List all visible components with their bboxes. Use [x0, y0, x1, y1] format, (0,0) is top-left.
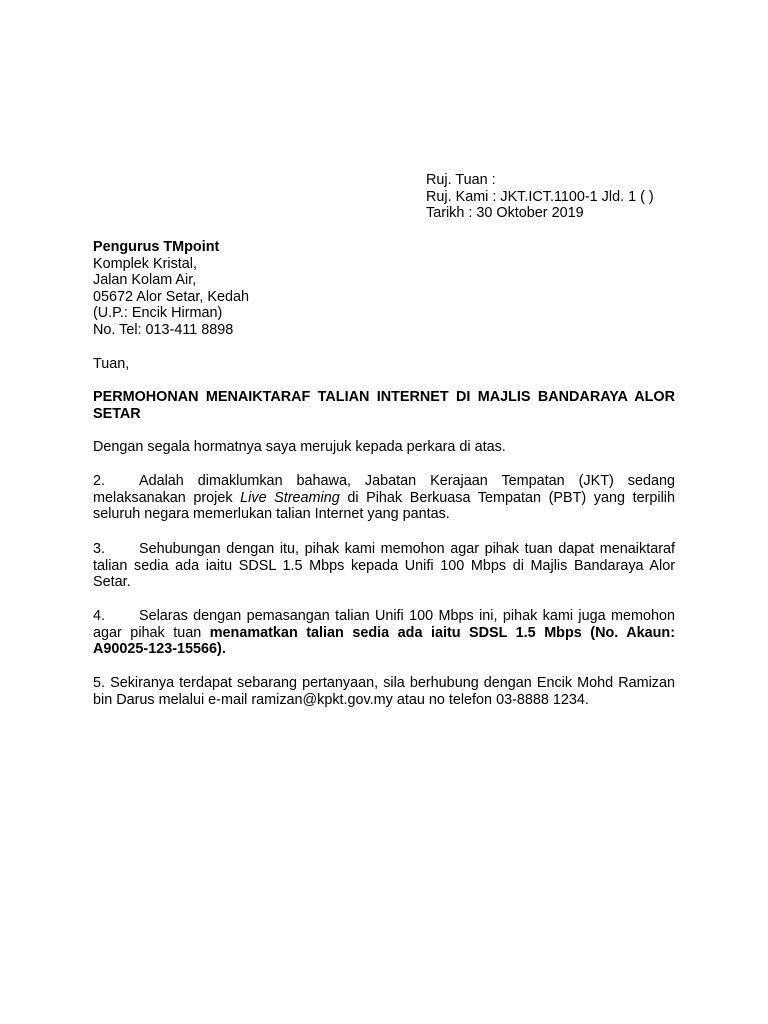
ruj-tuan: Ruj. Tuan : — [426, 172, 496, 188]
recipient-name: Pengurus TMpoint — [93, 239, 220, 255]
paragraph-2 — [93, 473, 675, 523]
paragraph-number: 5. — [93, 675, 106, 691]
intro-paragraph: Dengan segala hormatnya saya merujuk kepada perkara di atas. — [93, 439, 506, 455]
paragraph-number: 3. — [93, 541, 106, 557]
ruj-kami: Ruj. Kami : JKT.ICT.1100-1 Jld. 1 ( ) — [426, 188, 654, 205]
paragraph-5 — [93, 675, 675, 708]
paragraph-number: 4. — [93, 608, 106, 624]
paragraph-text: Adalah dimaklumkan bahawa, Jabatan Kerajaan Tempatan (JKT) sedang melaksanakan projek — [93, 473, 675, 506]
address-line: Komplek Kristal, — [93, 255, 197, 272]
tarikh: Tarikh : 30 Oktober 2019 — [426, 205, 584, 222]
paragraph-number: 2. — [93, 473, 106, 489]
phone-line: No. Tel: 013-411 8898 — [93, 321, 234, 338]
address-line: 05672 Alor Setar, Kedah — [93, 288, 250, 305]
address-line: Jalan Kolam Air, — [93, 272, 197, 289]
reference-block — [426, 172, 746, 222]
paragraph-bold-text: menamatkan talian sedia ada iaitu SDSL 1.5 Mbps (No. Akaun: A90025-123-15566). — [93, 624, 675, 658]
paragraph-4 — [93, 608, 675, 658]
attention-line: (U.P.: Encik Hirman) — [93, 305, 223, 322]
subject-heading: PERMOHONAN MENAIKTARAF TALIAN INTERNET DI MAJLIS BANDARAYA ALOR SETAR — [93, 389, 675, 422]
paragraph-text: Sehubungan dengan itu, pihak kami memohon agar pihak tuan dapat menaiktaraf talian sedia ada iaitu SDSL 1.5 Mbps kepada Unifi 100 Mbps di Majlis Bandaraya Alor Setar. — [93, 541, 675, 591]
paragraph-text: Selaras dengan pemasangan talian Unifi 100 Mbps ini, pihak kami juga memohon agar pihak tuan — [93, 608, 675, 641]
paragraph-text: Sekiranya terdapat sebarang pertanyaan, sila berhubung dengan Encik Mohd Ramizan bin Darus melalui e-mail ramizan@kpkt.gov.my atau no telefon 03-8888 1234. — [93, 675, 675, 708]
paragraph-italic-text: Live Streaming — [240, 489, 340, 506]
salutation: Tuan, — [93, 356, 130, 372]
paragraph-3 — [93, 541, 675, 591]
recipient-address — [93, 239, 493, 339]
paragraph-text: di Pihak Berkuasa Tempatan (PBT) yang terpilih seluruh negara memerlukan talian Internet yang pantas. — [93, 489, 675, 523]
